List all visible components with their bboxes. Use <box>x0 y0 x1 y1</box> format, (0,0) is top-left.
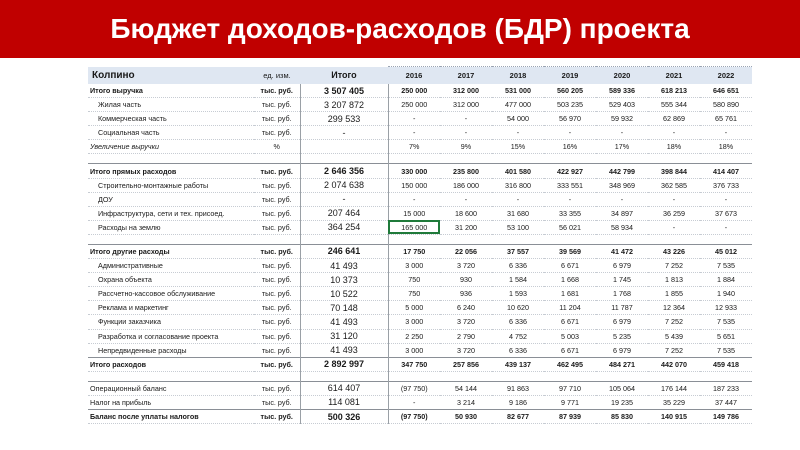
row-label-cell[interactable]: Рассчетно-кассовое обслуживание <box>88 287 254 301</box>
year-value-cell[interactable]: 7 535 <box>700 259 752 273</box>
year-value-cell[interactable] <box>544 371 596 381</box>
year-value-cell[interactable]: 5 651 <box>700 329 752 343</box>
year-value-cell[interactable]: 618 213 <box>648 84 700 98</box>
row-label-cell[interactable]: Баланс после уплаты налогов <box>88 409 254 423</box>
year-value-cell[interactable]: - <box>544 192 596 206</box>
unit-cell[interactable]: тыс. руб. <box>254 329 300 343</box>
year-value-cell[interactable]: 330 000 <box>388 164 440 178</box>
year-value-cell[interactable]: - <box>388 112 440 126</box>
year-value-cell[interactable]: 6 671 <box>544 343 596 357</box>
year-value-cell[interactable]: - <box>700 192 752 206</box>
year-value-cell[interactable]: 439 137 <box>492 357 544 371</box>
year-value-cell[interactable]: 442 070 <box>648 357 700 371</box>
unit-cell[interactable]: тыс. руб. <box>254 287 300 301</box>
header-year[interactable]: 2022 <box>700 67 752 85</box>
year-value-cell[interactable]: 7 252 <box>648 343 700 357</box>
total-cell[interactable]: 70 148 <box>300 301 388 315</box>
year-value-cell[interactable]: 5 235 <box>596 329 648 343</box>
year-value-cell[interactable]: 7 535 <box>700 343 752 357</box>
year-value-cell[interactable]: 7% <box>388 140 440 154</box>
budget-table <box>88 66 752 424</box>
year-value-cell[interactable]: 250 000 <box>388 98 440 112</box>
table-row <box>88 381 752 395</box>
unit-cell[interactable]: тыс. руб. <box>254 84 300 98</box>
year-value-cell[interactable]: 186 000 <box>440 178 492 192</box>
year-value-cell[interactable]: 484 271 <box>596 357 648 371</box>
year-value-cell[interactable]: 2 790 <box>440 329 492 343</box>
year-value-cell[interactable]: 257 856 <box>440 357 492 371</box>
year-value-cell[interactable]: - <box>492 192 544 206</box>
total-cell[interactable]: 10 373 <box>300 273 388 287</box>
table-row <box>88 357 752 371</box>
table-body <box>88 84 752 424</box>
total-cell[interactable]: 2 892 997 <box>300 357 388 371</box>
year-value-cell[interactable]: 65 761 <box>700 112 752 126</box>
year-value-cell[interactable] <box>648 371 700 381</box>
year-value-cell[interactable]: 401 580 <box>492 164 544 178</box>
table-row <box>88 315 752 329</box>
unit-cell[interactable]: тыс. руб. <box>254 301 300 315</box>
year-value-cell[interactable]: 19 235 <box>596 395 648 409</box>
year-value-cell[interactable]: 477 000 <box>492 98 544 112</box>
unit-cell[interactable]: % <box>254 140 300 154</box>
year-value-cell[interactable]: 150 000 <box>388 178 440 192</box>
year-value-cell[interactable]: 41 472 <box>596 244 648 258</box>
year-value-cell[interactable]: - <box>596 126 648 140</box>
total-cell[interactable]: 3 507 405 <box>300 84 388 98</box>
year-value-cell[interactable] <box>492 154 544 164</box>
year-value-cell[interactable]: 11 787 <box>596 301 648 315</box>
row-label-cell[interactable]: Итого прямых расходов <box>88 164 254 178</box>
unit-cell[interactable]: тыс. руб. <box>254 192 300 206</box>
year-value-cell[interactable]: 10 620 <box>492 301 544 315</box>
table-row <box>88 395 752 409</box>
unit-cell[interactable]: тыс. руб. <box>254 126 300 140</box>
year-value-cell[interactable]: 82 677 <box>492 409 544 423</box>
year-value-cell[interactable]: 31 200 <box>440 220 492 234</box>
year-value-cell[interactable]: 12 933 <box>700 301 752 315</box>
year-value-cell[interactable]: 105 064 <box>596 381 648 395</box>
table-row <box>88 329 752 343</box>
unit-cell[interactable]: тыс. руб. <box>254 244 300 258</box>
total-cell[interactable]: - <box>300 126 388 140</box>
year-value-cell[interactable]: 376 733 <box>700 178 752 192</box>
total-cell[interactable]: 207 464 <box>300 206 388 220</box>
year-value-cell[interactable]: 560 205 <box>544 84 596 98</box>
unit-cell[interactable]: тыс. руб. <box>254 178 300 192</box>
year-value-cell[interactable]: 6 336 <box>492 259 544 273</box>
total-cell[interactable]: 2 074 638 <box>300 178 388 192</box>
year-value-cell[interactable] <box>596 234 648 244</box>
year-value-cell[interactable]: 3 000 <box>388 315 440 329</box>
year-value-cell[interactable]: 1 855 <box>648 287 700 301</box>
year-value-cell[interactable]: (97 750) <box>388 381 440 395</box>
year-value-cell[interactable] <box>596 371 648 381</box>
unit-cell[interactable] <box>254 154 300 164</box>
year-value-cell[interactable]: 43 226 <box>648 244 700 258</box>
year-value-cell[interactable]: 347 750 <box>388 357 440 371</box>
total-cell[interactable]: 500 326 <box>300 409 388 423</box>
total-cell[interactable] <box>300 371 388 381</box>
year-value-cell[interactable]: 414 407 <box>700 164 752 178</box>
year-value-cell[interactable]: 7 252 <box>648 259 700 273</box>
unit-cell[interactable]: тыс. руб. <box>254 395 300 409</box>
year-value-cell[interactable] <box>700 154 752 164</box>
row-label-cell[interactable]: Функции заказчика <box>88 315 254 329</box>
year-value-cell[interactable]: 6 336 <box>492 343 544 357</box>
year-value-cell[interactable]: 12 364 <box>648 301 700 315</box>
row-label-cell[interactable]: ДОУ <box>88 192 254 206</box>
year-value-cell[interactable]: 37 557 <box>492 244 544 258</box>
year-value-cell[interactable]: 18 600 <box>440 206 492 220</box>
header-project-name[interactable]: Колпино <box>88 67 254 85</box>
header-unit[interactable]: ед. изм. <box>254 67 300 85</box>
year-value-cell[interactable] <box>544 234 596 244</box>
table-row <box>88 287 752 301</box>
year-value-cell[interactable]: 58 934 <box>596 220 648 234</box>
header-total[interactable]: Итого <box>300 67 388 85</box>
year-value-cell[interactable] <box>388 234 440 244</box>
year-value-cell[interactable]: 2 250 <box>388 329 440 343</box>
table-row <box>88 220 752 234</box>
year-value-cell[interactable]: 1 940 <box>700 287 752 301</box>
table-row <box>88 84 752 98</box>
total-cell[interactable]: 31 120 <box>300 329 388 343</box>
year-value-cell[interactable]: - <box>440 126 492 140</box>
total-cell[interactable]: 2 646 356 <box>300 164 388 178</box>
spacer-row <box>88 234 752 244</box>
unit-cell[interactable]: тыс. руб. <box>254 220 300 234</box>
year-value-cell[interactable]: 6 979 <box>596 259 648 273</box>
table-row <box>88 178 752 192</box>
year-value-cell[interactable]: - <box>648 192 700 206</box>
table-row <box>88 343 752 357</box>
total-cell[interactable]: - <box>300 192 388 206</box>
year-value-cell[interactable]: 555 344 <box>648 98 700 112</box>
year-value-cell[interactable] <box>700 234 752 244</box>
year-value-cell[interactable]: 85 830 <box>596 409 648 423</box>
year-value-cell[interactable]: 442 799 <box>596 164 648 178</box>
year-value-cell[interactable]: 187 233 <box>700 381 752 395</box>
row-label-cell[interactable]: Итого выручка <box>88 84 254 98</box>
row-label-cell[interactable]: Социальная часть <box>88 126 254 140</box>
year-value-cell[interactable]: 6 240 <box>440 301 492 315</box>
year-value-cell[interactable]: (97 750) <box>388 409 440 423</box>
row-label-cell[interactable]: Реклама и маркетинг <box>88 301 254 315</box>
row-label-cell[interactable]: Административные <box>88 259 254 273</box>
row-label-cell[interactable]: Строительно-монтажные работы <box>88 178 254 192</box>
unit-cell[interactable]: тыс. руб. <box>254 164 300 178</box>
year-value-cell[interactable]: 9% <box>440 140 492 154</box>
year-value-cell[interactable]: 3 720 <box>440 315 492 329</box>
year-value-cell[interactable]: 39 569 <box>544 244 596 258</box>
year-value-cell[interactable]: - <box>596 192 648 206</box>
year-value-cell[interactable] <box>596 154 648 164</box>
year-value-cell[interactable]: - <box>388 192 440 206</box>
year-value-cell[interactable]: 36 259 <box>648 206 700 220</box>
total-cell[interactable]: 614 407 <box>300 381 388 395</box>
spacer-row <box>88 154 752 164</box>
year-value-cell[interactable]: 140 915 <box>648 409 700 423</box>
year-value-cell[interactable]: 11 204 <box>544 301 596 315</box>
year-value-cell[interactable]: 35 229 <box>648 395 700 409</box>
total-cell[interactable] <box>300 140 388 154</box>
year-value-cell[interactable]: 459 418 <box>700 357 752 371</box>
year-value-cell[interactable]: 62 869 <box>648 112 700 126</box>
year-value-cell[interactable]: 34 897 <box>596 206 648 220</box>
total-cell[interactable] <box>300 234 388 244</box>
year-value-cell[interactable]: 15% <box>492 140 544 154</box>
year-value-cell[interactable]: 6 336 <box>492 315 544 329</box>
year-value-cell[interactable]: 1 681 <box>544 287 596 301</box>
year-value-cell[interactable]: 422 927 <box>544 164 596 178</box>
year-value-cell[interactable]: 6 979 <box>596 315 648 329</box>
year-value-cell[interactable]: 16% <box>544 140 596 154</box>
year-value-cell[interactable]: 53 100 <box>492 220 544 234</box>
year-value-cell[interactable]: 91 863 <box>492 381 544 395</box>
row-label-cell[interactable]: Охрана объекта <box>88 273 254 287</box>
table-row <box>88 98 752 112</box>
year-value-cell[interactable] <box>648 154 700 164</box>
total-cell[interactable] <box>300 154 388 164</box>
year-value-cell[interactable]: 1 593 <box>492 287 544 301</box>
row-label-cell[interactable]: Жилая часть <box>88 98 254 112</box>
unit-cell[interactable]: тыс. руб. <box>254 409 300 423</box>
year-value-cell[interactable]: - <box>492 126 544 140</box>
year-value-cell[interactable]: - <box>648 220 700 234</box>
year-value-cell[interactable]: 3 720 <box>440 259 492 273</box>
year-value-cell[interactable]: 33 355 <box>544 206 596 220</box>
year-value-cell[interactable]: 18% <box>648 140 700 154</box>
table-row <box>88 273 752 287</box>
year-value-cell[interactable]: 3 214 <box>440 395 492 409</box>
total-cell[interactable]: 41 493 <box>300 343 388 357</box>
year-value-cell[interactable]: 17 750 <box>388 244 440 258</box>
table-row <box>88 244 752 258</box>
year-value-cell[interactable]: - <box>388 126 440 140</box>
year-value-cell[interactable]: - <box>700 220 752 234</box>
row-label-cell[interactable]: Операционный баланс <box>88 381 254 395</box>
year-value-cell[interactable]: 56 021 <box>544 220 596 234</box>
year-value-cell[interactable]: 936 <box>440 287 492 301</box>
row-label-cell[interactable] <box>88 371 254 381</box>
table-row <box>88 409 752 423</box>
year-value-cell[interactable]: 312 000 <box>440 84 492 98</box>
year-value-cell[interactable]: 250 000 <box>388 84 440 98</box>
table-row <box>88 259 752 273</box>
year-value-cell[interactable]: 1 745 <box>596 273 648 287</box>
year-value-cell[interactable]: 37 447 <box>700 395 752 409</box>
year-value-cell[interactable]: 3 000 <box>388 259 440 273</box>
year-value-cell[interactable]: 316 800 <box>492 178 544 192</box>
selected-cell[interactable]: 165 000 <box>388 220 440 234</box>
row-label-cell[interactable]: Инфраструктура, сети и тех. присоед. <box>88 206 254 220</box>
year-value-cell[interactable]: 312 000 <box>440 98 492 112</box>
year-value-cell[interactable]: 37 673 <box>700 206 752 220</box>
year-value-cell[interactable]: 1 813 <box>648 273 700 287</box>
table-row <box>88 192 752 206</box>
unit-cell[interactable]: тыс. руб. <box>254 206 300 220</box>
year-value-cell[interactable]: - <box>544 126 596 140</box>
year-value-cell[interactable] <box>492 371 544 381</box>
header-row <box>88 67 752 85</box>
table-row <box>88 126 752 140</box>
unit-cell[interactable]: тыс. руб. <box>254 98 300 112</box>
year-value-cell[interactable]: 22 056 <box>440 244 492 258</box>
table-row <box>88 164 752 178</box>
row-label-cell[interactable]: Расходы на землю <box>88 220 254 234</box>
header-year[interactable]: 2016 <box>388 67 440 85</box>
year-value-cell[interactable]: 333 551 <box>544 178 596 192</box>
year-value-cell[interactable]: 9 186 <box>492 395 544 409</box>
unit-cell[interactable]: тыс. руб. <box>254 259 300 273</box>
year-value-cell[interactable]: - <box>700 126 752 140</box>
year-value-cell[interactable]: 362 585 <box>648 178 700 192</box>
year-value-cell[interactable]: 6 671 <box>544 259 596 273</box>
row-label-cell[interactable]: Увеличение выручки <box>88 140 254 154</box>
year-value-cell[interactable]: 31 680 <box>492 206 544 220</box>
table-row <box>88 140 752 154</box>
unit-cell[interactable] <box>254 371 300 381</box>
header-year[interactable]: 2017 <box>440 67 492 85</box>
total-cell[interactable]: 41 493 <box>300 315 388 329</box>
year-value-cell[interactable]: 531 000 <box>492 84 544 98</box>
total-cell[interactable]: 299 533 <box>300 112 388 126</box>
year-value-cell[interactable]: - <box>648 126 700 140</box>
spreadsheet[interactable] <box>88 66 752 424</box>
year-value-cell[interactable]: 54 144 <box>440 381 492 395</box>
unit-cell[interactable]: тыс. руб. <box>254 381 300 395</box>
year-value-cell[interactable]: - <box>388 395 440 409</box>
year-value-cell[interactable]: 3 720 <box>440 343 492 357</box>
year-value-cell[interactable]: 6 671 <box>544 315 596 329</box>
year-value-cell[interactable]: 97 710 <box>544 381 596 395</box>
year-value-cell[interactable]: - <box>440 192 492 206</box>
total-cell[interactable]: 41 493 <box>300 259 388 273</box>
row-label-cell[interactable]: Коммерческая часть <box>88 112 254 126</box>
year-value-cell[interactable]: 5 000 <box>388 301 440 315</box>
year-value-cell[interactable]: 5 003 <box>544 329 596 343</box>
row-label-cell[interactable]: Итого другие расходы <box>88 244 254 258</box>
year-value-cell[interactable]: 750 <box>388 287 440 301</box>
year-value-cell[interactable]: 235 800 <box>440 164 492 178</box>
year-value-cell[interactable]: 45 012 <box>700 244 752 258</box>
year-value-cell[interactable]: 176 144 <box>648 381 700 395</box>
year-value-cell[interactable]: 18% <box>700 140 752 154</box>
total-cell[interactable]: 364 254 <box>300 220 388 234</box>
total-cell[interactable]: 246 641 <box>300 244 388 258</box>
year-value-cell[interactable]: 580 890 <box>700 98 752 112</box>
year-value-cell[interactable]: 4 752 <box>492 329 544 343</box>
unit-cell[interactable]: тыс. руб. <box>254 273 300 287</box>
year-value-cell[interactable]: 3 000 <box>388 343 440 357</box>
unit-cell[interactable]: тыс. руб. <box>254 357 300 371</box>
row-label-cell[interactable]: Разработка и согласование проекта <box>88 329 254 343</box>
year-value-cell[interactable] <box>544 154 596 164</box>
year-value-cell[interactable]: 6 979 <box>596 343 648 357</box>
year-value-cell[interactable]: 56 970 <box>544 112 596 126</box>
year-value-cell[interactable]: 149 786 <box>700 409 752 423</box>
year-value-cell[interactable] <box>648 234 700 244</box>
year-value-cell[interactable]: 646 651 <box>700 84 752 98</box>
year-value-cell[interactable]: 1 884 <box>700 273 752 287</box>
year-value-cell[interactable]: 1 768 <box>596 287 648 301</box>
year-value-cell[interactable]: 589 336 <box>596 84 648 98</box>
row-label-cell[interactable]: Непредвиденные расходы <box>88 343 254 357</box>
year-value-cell[interactable]: - <box>440 112 492 126</box>
unit-cell[interactable]: тыс. руб. <box>254 112 300 126</box>
year-value-cell[interactable]: 87 939 <box>544 409 596 423</box>
row-label-cell[interactable]: Итого расходов <box>88 357 254 371</box>
year-value-cell[interactable]: 398 844 <box>648 164 700 178</box>
year-value-cell[interactable]: 59 932 <box>596 112 648 126</box>
unit-cell[interactable]: тыс. руб. <box>254 315 300 329</box>
page-title: Бюджет доходов-расходов (БДР) проекта <box>110 13 690 44</box>
year-value-cell[interactable]: 462 495 <box>544 357 596 371</box>
year-value-cell[interactable]: 1 668 <box>544 273 596 287</box>
total-cell[interactable]: 3 207 872 <box>300 98 388 112</box>
year-value-cell[interactable] <box>388 371 440 381</box>
spacer-row <box>88 371 752 381</box>
unit-cell[interactable] <box>254 234 300 244</box>
year-value-cell[interactable]: 5 439 <box>648 329 700 343</box>
header-year[interactable]: 2020 <box>596 67 648 85</box>
year-value-cell[interactable]: 348 969 <box>596 178 648 192</box>
year-value-cell[interactable]: 50 930 <box>440 409 492 423</box>
header-year[interactable]: 2018 <box>492 67 544 85</box>
table-row <box>88 112 752 126</box>
year-value-cell[interactable] <box>440 371 492 381</box>
year-value-cell[interactable] <box>388 154 440 164</box>
table-row <box>88 206 752 220</box>
year-value-cell[interactable]: 54 000 <box>492 112 544 126</box>
total-cell[interactable]: 114 081 <box>300 395 388 409</box>
year-value-cell[interactable] <box>440 234 492 244</box>
year-value-cell[interactable]: 1 584 <box>492 273 544 287</box>
year-value-cell[interactable] <box>440 154 492 164</box>
year-value-cell[interactable]: 9 771 <box>544 395 596 409</box>
header-year[interactable]: 2021 <box>648 67 700 85</box>
year-value-cell[interactable] <box>492 234 544 244</box>
year-value-cell[interactable]: 529 403 <box>596 98 648 112</box>
row-label-cell[interactable] <box>88 154 254 164</box>
total-cell[interactable]: 10 522 <box>300 287 388 301</box>
header-year[interactable]: 2019 <box>544 67 596 85</box>
year-value-cell[interactable]: 15 000 <box>388 206 440 220</box>
unit-cell[interactable]: тыс. руб. <box>254 343 300 357</box>
year-value-cell[interactable] <box>700 371 752 381</box>
row-label-cell[interactable] <box>88 234 254 244</box>
year-value-cell[interactable]: 930 <box>440 273 492 287</box>
row-label-cell[interactable]: Налог на прибыль <box>88 395 254 409</box>
year-value-cell[interactable]: 17% <box>596 140 648 154</box>
year-value-cell[interactable]: 750 <box>388 273 440 287</box>
year-value-cell[interactable]: 503 235 <box>544 98 596 112</box>
year-value-cell[interactable]: 7 252 <box>648 315 700 329</box>
title-banner <box>0 0 800 58</box>
year-value-cell[interactable]: 7 535 <box>700 315 752 329</box>
table-row <box>88 301 752 315</box>
